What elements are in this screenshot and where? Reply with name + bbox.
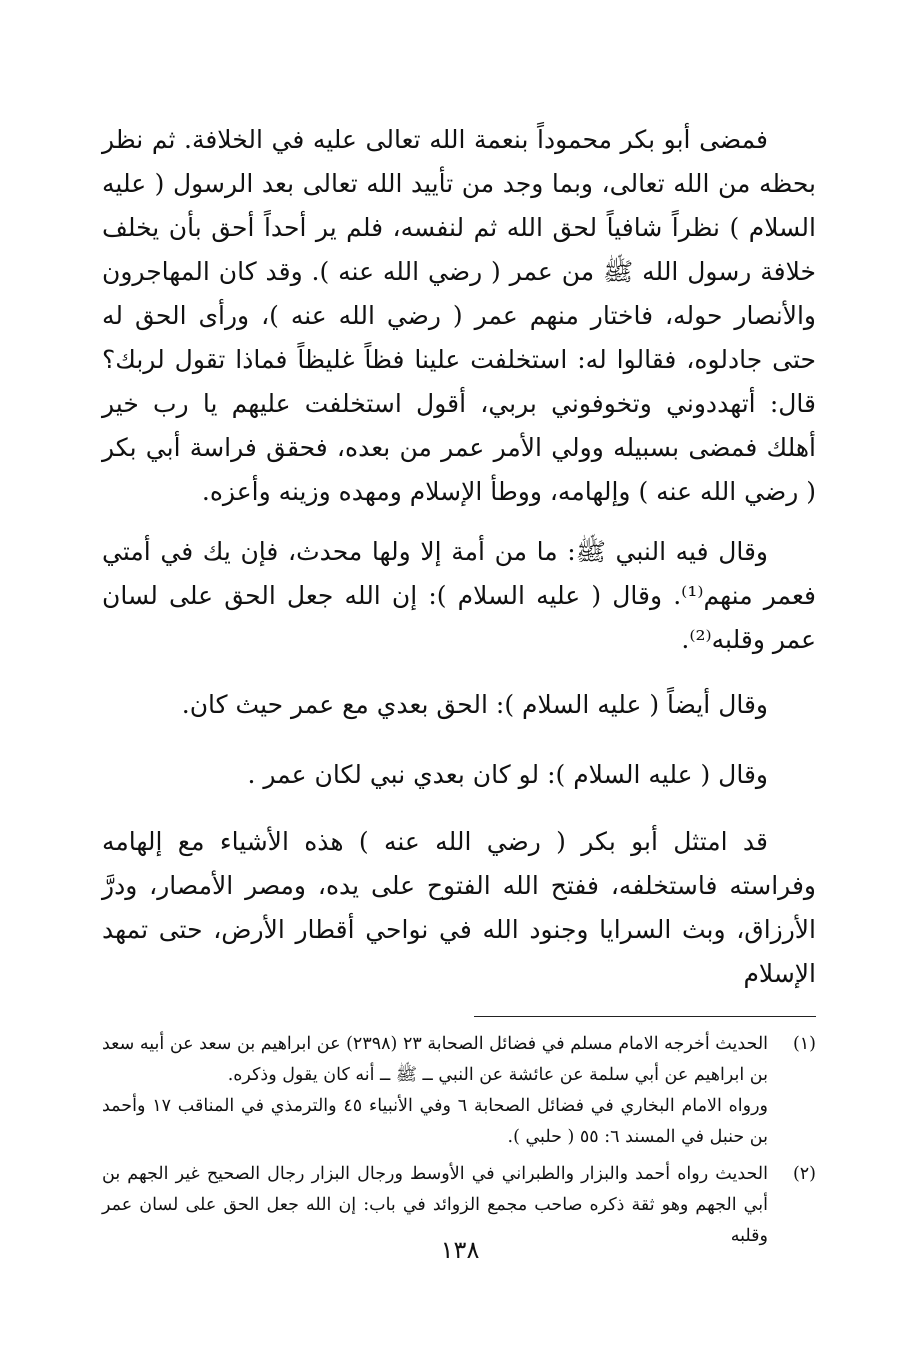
footnote-number: (١)	[792, 1034, 816, 1054]
footnote-number: (٢)	[792, 1164, 816, 1184]
page-number: ١٣٨	[440, 1236, 480, 1264]
paragraph-3: وقال أيضاً ( عليه السلام ): الحق بعدي مع عمر حيث كان.	[181, 690, 768, 719]
footnote-line: ورواه الامام البخاري في فضائل الصحابة ٦ وفي الأنبياء ٤٥ والترمذي في المناقب ١٧ وأحمد بن حنبل في المسند ٦: ٥٥ ( حلبي ).	[102, 1096, 769, 1147]
footnote-divider	[474, 1016, 816, 1017]
paragraph-2: وقال فيه النبي ﷺ: ما من أمة إلا ولها محدث، فإن يك في أمتي فعمر منهم⁽¹⁾. وقال ( عليه السلام ): إن الله جعل الحق على لسان عمر وقلبه⁽²⁾.	[102, 537, 816, 654]
footnotes	[102, 1029, 816, 1252]
footnote-line: الحديث رواه أحمد والبزار والطبراني في الأوسط ورجال البزار رجال الصحيح غير الجهم بن أبي الجهم وهو ثقة ذكره صاحب مجمع الزوائد في باب: إن الله جعل الحق على لسان عمر وقلبه	[102, 1164, 768, 1246]
footnote-line: الحديث أخرجه الامام مسلم في فضائل الصحابة ٢٣ (٢٣٩٨) عن ابراهيم بن سعد عن أبيه سعد بن ابراهيم عن أبي سلمة عن عائشة عن النبي ــ ﷺ ــ أنه كان يقول وذكره.	[102, 1034, 769, 1085]
paragraph-1: فمضى أبو بكر محموداً بنعمة الله تعالى عليه في الخلافة. ثم نظر بحظه من الله تعالى، وبما وجد من تأييد الله تعالى بعد الرسول ( عليه السلام ) نظراً شافياً لحق الله ثم لنفسه، فلم ير أحداً أحق بأن يخلف خلافة رسول الله ﷺ من عمر ( رضي الله عنه ). وقد كان المهاجرون والأنصار حوله، فاختار منهم عمر ( رضي الله عنه )، ورأى الحق له حتى جادلوه، فقالوا له: استخلفت علينا فظاً غليظاً فماذا تقول لربك؟ قال: أتهددوني وتخوفوني بربي، أقول استخلفت عليهم يا رب خير أهلك فمضى بسبيله وولي الأمر عمر من بعده، فحقق فراسة أبي بكر ( رضي الله عنه ) وإلهامه، ووطأ الإسلام ومهده وزينه وأعزه.	[102, 125, 816, 506]
main-text	[102, 118, 816, 996]
footnote-1	[102, 1029, 816, 1153]
paragraph-4: وقال ( عليه السلام ): لو كان بعدي نبي لكان عمر .	[247, 760, 768, 789]
paragraph-5: قد امتثل أبو بكر ( رضي الله عنه ) هذه الأشياء مع إلهامه وفراسته فاستخلفه، ففتح الله الفتوح على يده، ومصر الأمصار، ودرَّ الأرزاق، وبث السرايا وجنود الله في نواحي أقطار الأرض، حتى تمهد الإسلام	[102, 827, 816, 988]
